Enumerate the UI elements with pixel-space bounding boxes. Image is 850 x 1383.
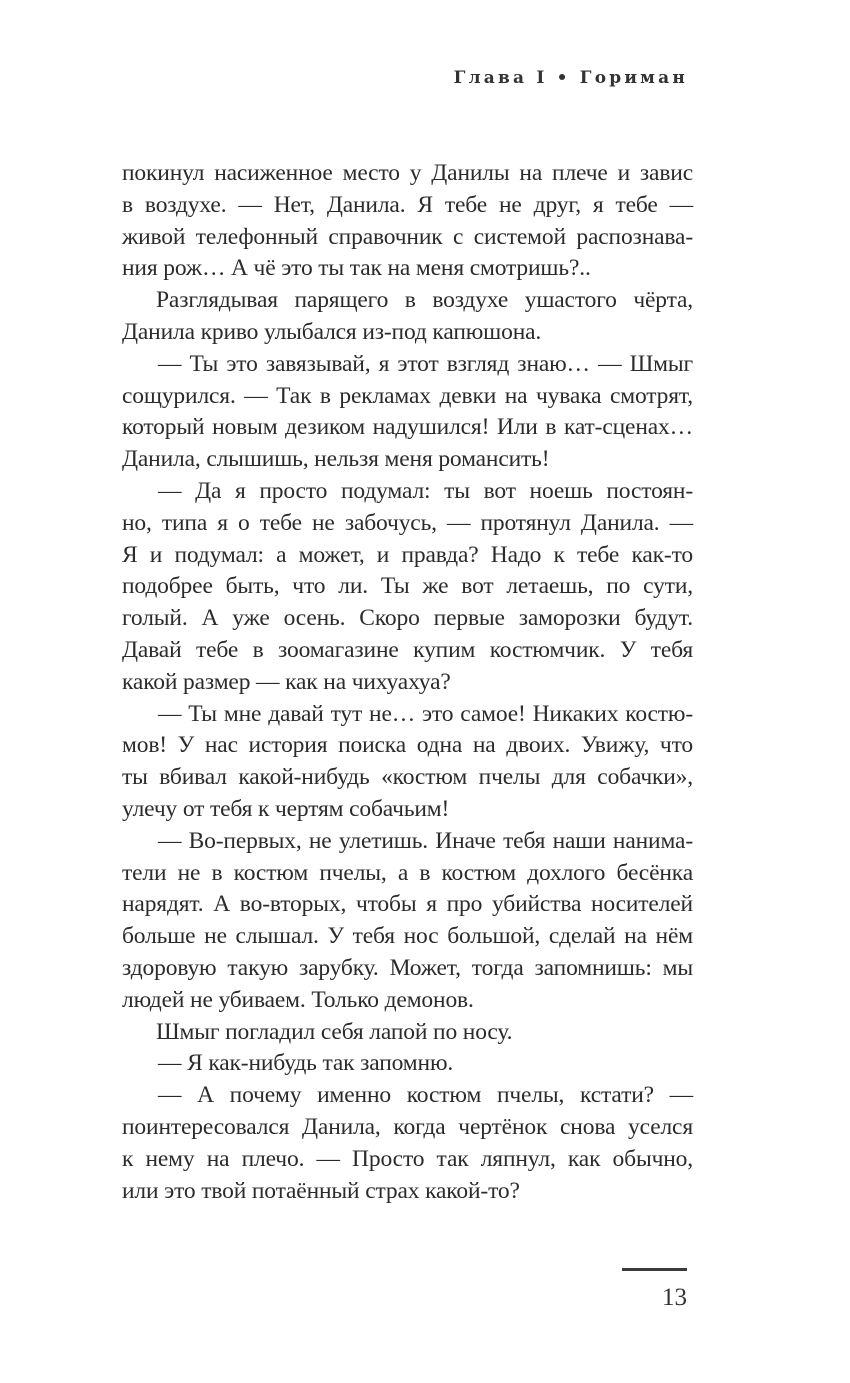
text-line: Шмыг погладил себя лапой по носу. (156, 1018, 513, 1045)
text-line: тели не в костюм пчелы, а в костюм дохлого бесёнка (122, 859, 693, 886)
text-line: сощурился. — Так в рекламах девки на чувака смотрят, (122, 382, 693, 409)
text-line: какой размер — как на чихуахуа? (122, 668, 451, 695)
text-line: поинтересовался Данила, когда чертёнок снова уселся (122, 1113, 693, 1140)
text-line: голый. А уже осень. Скоро первые заморозки будут. (122, 605, 693, 632)
text-line: который новым дезиком надушился! Или в кат-сценах… (122, 414, 693, 441)
text-line: или это твой потаённый страх какой-то? (122, 1177, 520, 1204)
text-line: ния рож… А чё это ты так на меня смотришь?.. (122, 255, 591, 282)
text-line: людей не убиваем. Только демонов. (122, 986, 474, 1013)
text-line: к нему на плечо. — Просто так ляпнул, как обычно, (122, 1145, 693, 1172)
text-line: — Да я просто подумал: ты вот ноешь постоян- (158, 477, 693, 504)
text-line: Данила криво улыбался из-под капюшона. (122, 318, 542, 345)
text-line: больше не слышал. У тебя нос большой, сделай на нём (122, 923, 693, 950)
text-line: — Я как-нибудь так запомню. (158, 1050, 454, 1077)
text-line: улечу от тебя к чертям собачьим! (122, 795, 450, 822)
text-line: покинул насиженное место у Данилы на плече и завис (122, 160, 693, 186)
folio-rule (622, 1268, 687, 1271)
text-line: — А почему именно костюм пчелы, кстати? — (158, 1082, 693, 1109)
page-number: 13 (662, 1284, 687, 1311)
text-line: нарядят. А во-вторых, чтобы я про убийства носителей (122, 891, 693, 918)
text-line: Я и подумал: а может, и правда? Надо к тебе как-то (122, 541, 693, 568)
text-line: — Во-первых, не улетишь. Иначе тебя наши нанима- (158, 827, 693, 854)
text-line: но, типа я о тебе не забочусь, — протянул Данила. — (122, 509, 693, 536)
text-line: здоровую такую зарубку. Может, тогда запомнишь: мы (122, 954, 693, 981)
text-line: подобрее быть, что ли. Ты же вот летаешь, по сути, (122, 573, 693, 600)
text-line: Давай тебе в зоомагазине купим костюмчик. У тебя (122, 636, 693, 663)
text-line: ты вбивал какой-нибудь «костюм пчелы для собачки», (122, 764, 693, 791)
text-line: Данила, слышишь, нельзя меня романсить! (122, 446, 550, 473)
body-text (122, 158, 693, 1207)
text-line: живой телефонный справочник с системой распознава- (122, 223, 693, 250)
text-line: мов! У нас история поиска одна на двоих. Увижу, что (122, 732, 693, 759)
text-line: — Ты мне давай тут не… это самое! Никаких костю- (158, 700, 693, 727)
text-line: — Ты это завязывай, я этот взгляд знаю… — Шмыг (158, 350, 693, 377)
text-line: в воздухе. — Нет, Данила. Я тебе не друг, я тебе — (122, 191, 693, 218)
running-head: Глава I • Гориман (453, 68, 688, 88)
text-line: Разглядывая парящего в воздухе ушастого чёрта, (156, 287, 693, 314)
